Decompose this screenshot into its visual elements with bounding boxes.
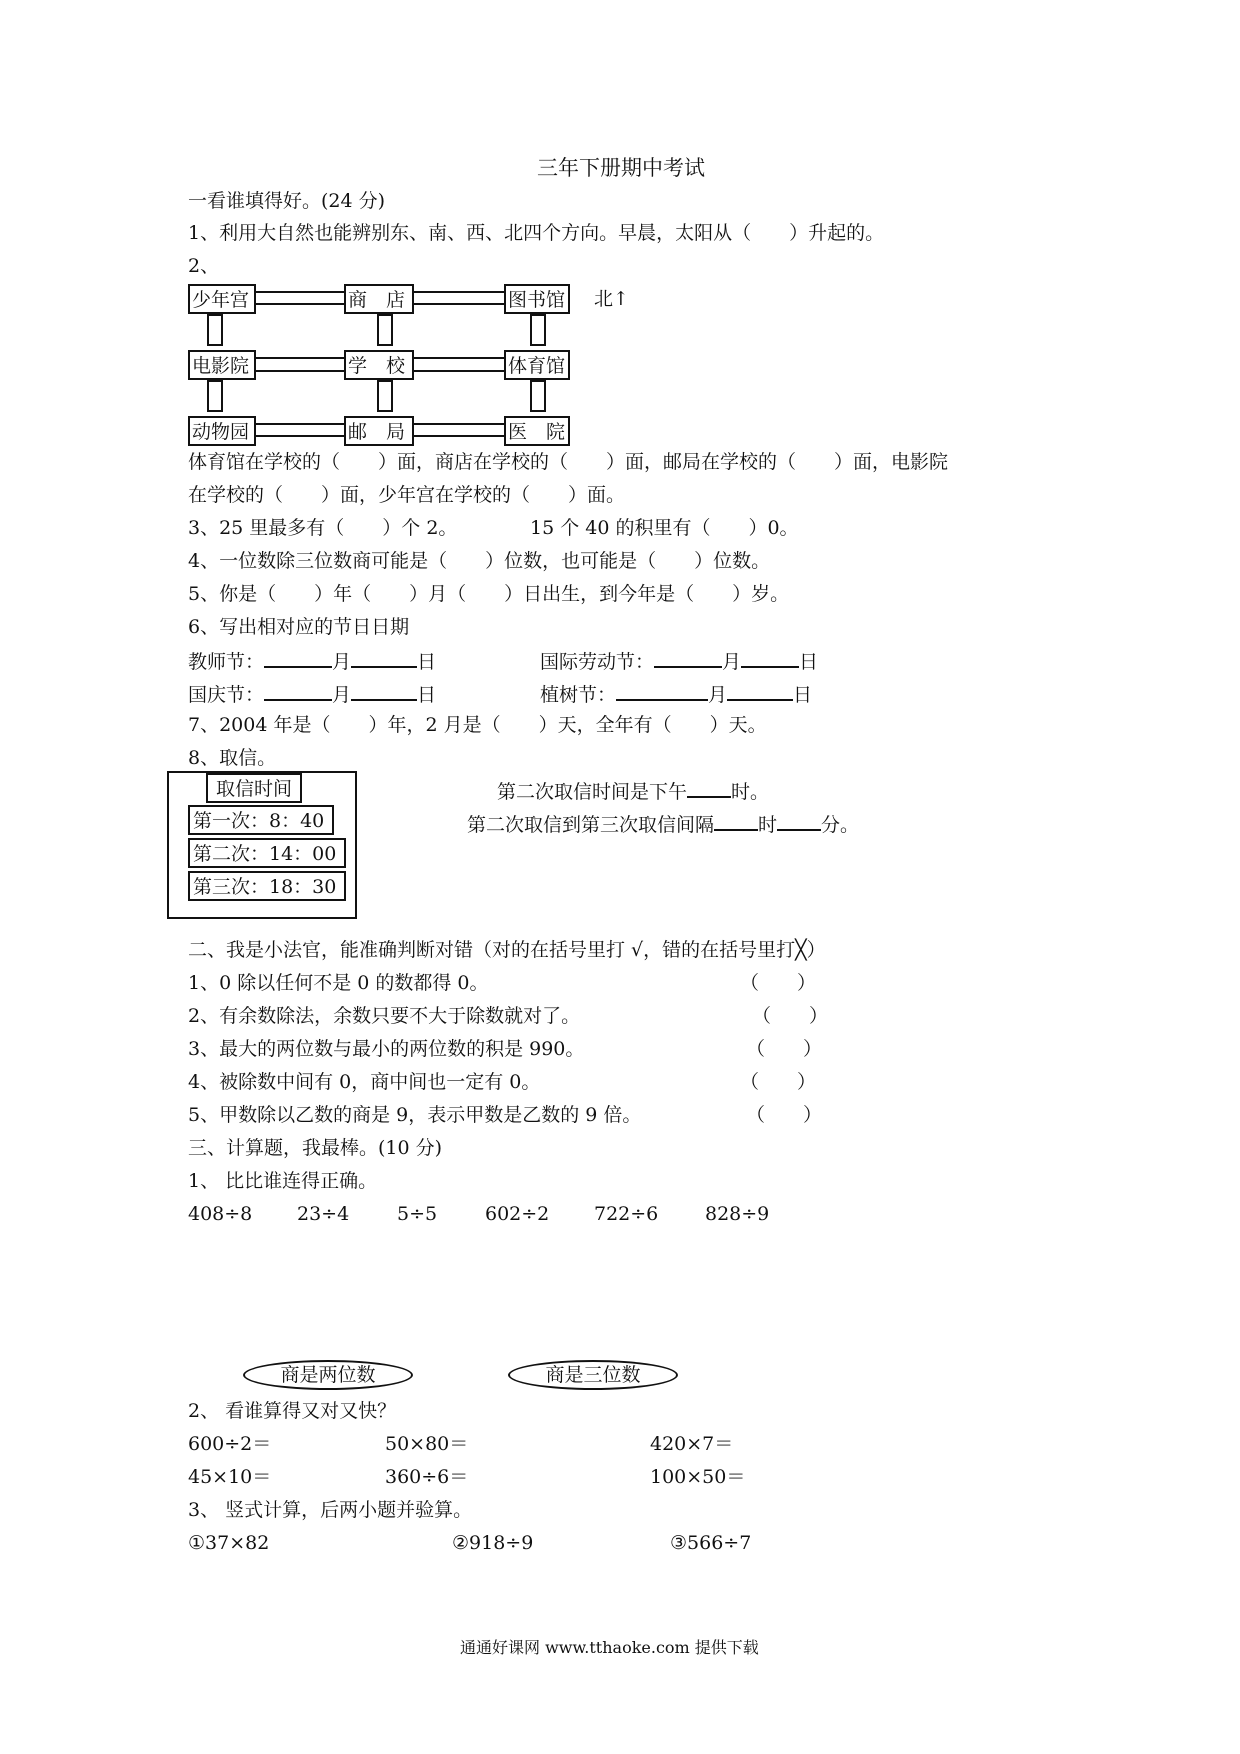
holiday-label: 植树节： <box>540 684 617 706</box>
oval-three-digit-quotient: 商是三位数 <box>508 1360 678 1390</box>
expr-2: 23÷4 <box>297 1203 350 1225</box>
map-connector <box>414 423 504 425</box>
holiday-national <box>188 683 436 705</box>
holiday-labor <box>540 650 818 672</box>
judge-item-4: 4、被除数中间有 0，商中间也一定有 0。 <box>188 1071 541 1093</box>
holiday-tree <box>540 683 812 705</box>
month-label: 月 <box>708 684 728 706</box>
timetable-first: 第一次：8：40 <box>188 805 334 835</box>
expr-3: 5÷5 <box>397 1203 438 1225</box>
holiday-teacher <box>188 650 436 672</box>
map-connector <box>256 303 344 305</box>
footer-credit: 通通好课网 www.tthaoke.com 提供下载 <box>460 1638 759 1657</box>
calc-1: 600÷2＝ <box>188 1433 272 1455</box>
north-arrow-label: 北↑ <box>594 288 629 310</box>
judge-item-2: 2、有余数除法，余数只要不大于除数就对了。 <box>188 1005 581 1027</box>
oval-two-digit-quotient: 商是两位数 <box>243 1360 413 1390</box>
map-node-shop: 商 店 <box>344 284 414 314</box>
judge-bracket-4[interactable]: （ ） <box>740 1071 817 1093</box>
map-connector <box>256 370 344 372</box>
question-1-2-line1: 体育馆在学校的（ ）面，商店在学校的（ ）面，邮局在学校的（ ）面，电影院 <box>188 451 949 473</box>
holiday-label: 教师节： <box>188 651 265 673</box>
map-connector <box>207 380 223 412</box>
judge-item-1: 1、0 除以任何不是 0 的数都得 0。 <box>188 972 489 994</box>
map-node-hospital: 医 院 <box>504 416 570 446</box>
page-title: 三年下册期中考试 <box>537 156 705 180</box>
vertical-calc-1: ①37×82 <box>188 1532 270 1554</box>
month-label: 月 <box>722 651 742 673</box>
map-connector <box>530 380 546 412</box>
answer-blank[interactable] <box>714 813 758 831</box>
map-connector <box>207 314 223 346</box>
holiday-label: 国庆节： <box>188 684 265 706</box>
map-connector <box>414 303 504 305</box>
question-1-8: 8、取信。 <box>188 747 277 769</box>
expr-1: 408÷8 <box>188 1203 253 1225</box>
map-connector <box>256 291 344 293</box>
map-connector <box>530 314 546 346</box>
expr-4: 602÷2 <box>485 1203 550 1225</box>
judge-bracket-3[interactable]: （ ） <box>746 1038 823 1060</box>
day-label: 日 <box>799 651 819 673</box>
answer-blank[interactable] <box>777 813 821 831</box>
answer-blank[interactable] <box>687 780 731 798</box>
vertical-calc-2: ②918÷9 <box>452 1532 534 1554</box>
calc-6: 100×50＝ <box>650 1466 746 1488</box>
q8b-minute: 分。 <box>821 814 860 836</box>
expr-6: 828÷9 <box>705 1203 770 1225</box>
timetable-second: 第二次：14：00 <box>188 838 346 868</box>
answer-blank[interactable] <box>351 650 417 668</box>
question-1-3b: 15 个 40 的积里有（ ）0。 <box>530 517 799 539</box>
question-1-7: 7、2004 年是（ ）年，2 月是（ ）天，全年有（ ）天。 <box>188 714 767 736</box>
question-1-1: 1、利用大自然也能辨别东、南、西、北四个方向。早晨，太阳从（ ）升起的。 <box>188 222 885 244</box>
day-label: 日 <box>417 651 437 673</box>
answer-blank[interactable] <box>654 650 722 668</box>
map-connector <box>414 291 504 293</box>
map-connector <box>256 357 344 359</box>
map-connector <box>256 423 344 425</box>
question-1-2-label: 2、 <box>188 255 220 277</box>
map-node-zoo: 动物园 <box>188 416 256 446</box>
map-node-gym: 体育馆 <box>504 350 570 380</box>
q8a-text: 第二次取信时间是下午 <box>497 781 688 803</box>
judge-bracket-1[interactable]: （ ） <box>740 972 817 994</box>
question-1-2-line2: 在学校的（ ）面，少年宫在学校的（ ）面。 <box>188 484 626 506</box>
map-connector <box>414 370 504 372</box>
answer-blank[interactable] <box>616 683 708 701</box>
answer-blank[interactable] <box>264 650 332 668</box>
map-connector <box>414 435 504 437</box>
question-1-8a <box>497 780 769 802</box>
judge-item-3: 3、最大的两位数与最小的两位数的积是 990。 <box>188 1038 585 1060</box>
map-connector <box>377 314 393 346</box>
timetable-third: 第三次：18：30 <box>188 871 346 901</box>
question-3-1: 1、 比比谁连得正确。 <box>188 1170 378 1192</box>
question-3-2: 2、 看谁算得又对又快？ <box>188 1400 397 1422</box>
judge-item-5: 5、甲数除以乙数的商是 9，表示甲数是乙数的 9 倍。 <box>188 1104 642 1126</box>
calc-2: 50×80＝ <box>385 1433 469 1455</box>
calc-3: 420×7＝ <box>650 1433 734 1455</box>
map-connector <box>377 380 393 412</box>
question-1-8b <box>467 813 859 835</box>
vertical-calc-3: ③566÷7 <box>670 1532 752 1554</box>
map-node-cinema: 电影院 <box>188 350 256 380</box>
section-3-heading: 三、计算题，我最棒。(10 分) <box>188 1137 443 1159</box>
question-1-4: 4、一位数除三位数商可能是（ ）位数，也可能是（ ）位数。 <box>188 550 771 572</box>
day-label: 日 <box>417 684 437 706</box>
answer-blank[interactable] <box>727 683 793 701</box>
month-label: 月 <box>332 684 352 706</box>
question-1-6: 6、写出相对应的节日日期 <box>188 616 410 638</box>
map-node-youth-palace: 少年宫 <box>188 284 256 314</box>
question-3-3: 3、 竖式计算，后两小题并验算。 <box>188 1499 473 1521</box>
map-connector <box>256 435 344 437</box>
timetable-header: 取信时间 <box>206 773 302 803</box>
judge-bracket-5[interactable]: （ ） <box>746 1104 823 1126</box>
expr-5: 722÷6 <box>594 1203 659 1225</box>
q8b-hour: 时 <box>758 814 778 836</box>
calc-4: 45×10＝ <box>188 1466 272 1488</box>
day-label: 日 <box>793 684 813 706</box>
map-node-post-office: 邮 局 <box>344 416 414 446</box>
answer-blank[interactable] <box>264 683 332 701</box>
question-1-3a: 3、25 里最多有（ ）个 2。 <box>188 517 458 539</box>
judge-bracket-2[interactable]: （ ） <box>752 1005 829 1027</box>
map-node-library: 图书馆 <box>504 284 570 314</box>
q8b-text: 第二次取信到第三次取信间隔 <box>467 814 715 836</box>
section-2-heading: 二、我是小法官，能准确判断对错（对的在括号里打 √，错的在括号里打╳） <box>188 939 826 961</box>
q8a-suffix: 时。 <box>731 781 770 803</box>
month-label: 月 <box>332 651 352 673</box>
holiday-label: 国际劳动节： <box>540 651 655 673</box>
calc-5: 360÷6＝ <box>385 1466 469 1488</box>
section-1-heading: 一看谁填得好。(24 分) <box>188 190 386 212</box>
answer-blank[interactable] <box>351 683 417 701</box>
question-1-5: 5、你是（ ）年（ ）月（ ）日出生，到今年是（ ）岁。 <box>188 583 790 605</box>
answer-blank[interactable] <box>741 650 799 668</box>
map-node-school: 学 校 <box>344 350 414 380</box>
map-connector <box>414 357 504 359</box>
